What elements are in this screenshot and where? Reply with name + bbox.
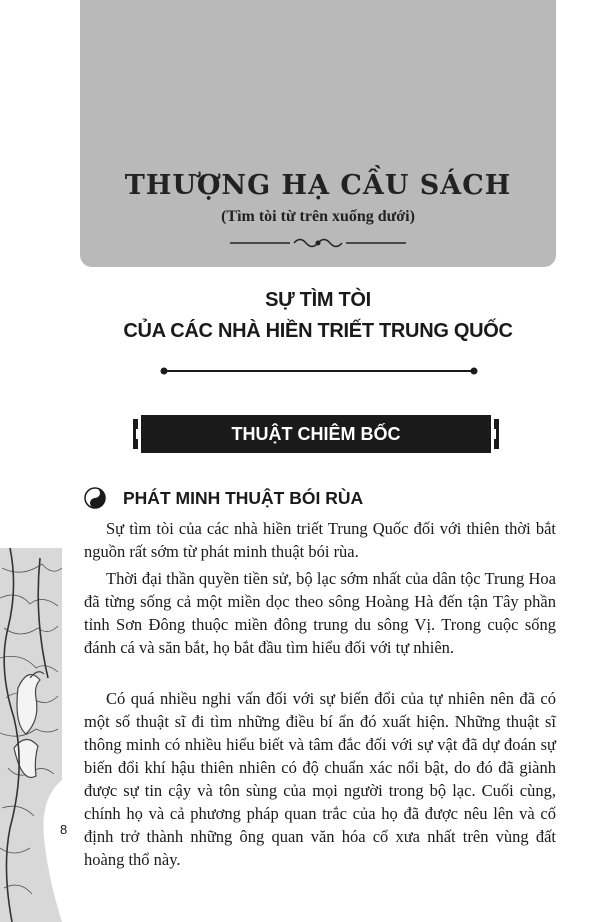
paragraph-2 [84,567,556,659]
yin-yang-icon [84,487,106,509]
chapter-title-line-1: SỰ TÌM TÒI [265,289,371,311]
paragraph-3 [84,687,556,871]
paragraph-text: Thời đại thần quyền tiền sử, bộ lạc sớm nhất của dân tộc Trung Hoa đã từng sống cả một miền dọc theo sông Hoàng Hà đến tận Tây phần tỉnh Sơn Đông thuộc miền đông trung du sông Vị. Trong cuộc sống đánh cá và săn bắt, họ bắt đầu tìm hiểu đối với tự nhiên. [84,569,556,657]
section-header-bar [133,415,499,453]
paragraph-1 [84,517,556,563]
paragraph-text: Sự tìm tòi của các nhà hiền triết Trung Quốc đối với thiên thời bắt nguồn rất sớm từ phát minh thuật bói rùa. [84,519,556,561]
ornament-divider-icon [230,235,406,251]
chapter-divider [160,366,478,376]
crane-pine-illustration [0,548,62,922]
chapter-title-line-2: CỦA CÁC NHÀ HIỀN TRIẾT TRUNG QUỐC [123,320,513,342]
subsection-title: PHÁT MINH THUẬT BÓI RÙA [123,488,364,508]
section-title: THUẬT CHIÊM BỐC [231,424,401,444]
part-title: THƯỢNG HẠ CẦU SÁCH [124,170,512,201]
page-number: 8 [60,822,68,837]
part-subtitle: (Tìm tòi từ trên xuống dưới) [221,208,415,225]
paragraph-text: Có quá nhiều nghi vấn đối với sự biến đổi của tự nhiên nên đã có một số thuật sĩ đi tìm những điều bí ẩn đó xuất hiện. Những thuật sĩ thông minh có nhiều hiểu biết và tâm đắc đối với sự vật đã dự đoán sự biến đổi khí hậu thiên nhiên có độ chuẩn xác nổi bật, do đó đã giành được sự tin cậy và tôn sùng của mọi người trong bộ lạc. Cuối cùng, chính họ và cả phương pháp quan trắc của họ đã được nêu lên và cố định trở thành những ông quan văn hóa cổ xưa nhất trên vùng đất hoàng thổ này. [84,689,556,869]
chapter-banner [80,0,556,267]
